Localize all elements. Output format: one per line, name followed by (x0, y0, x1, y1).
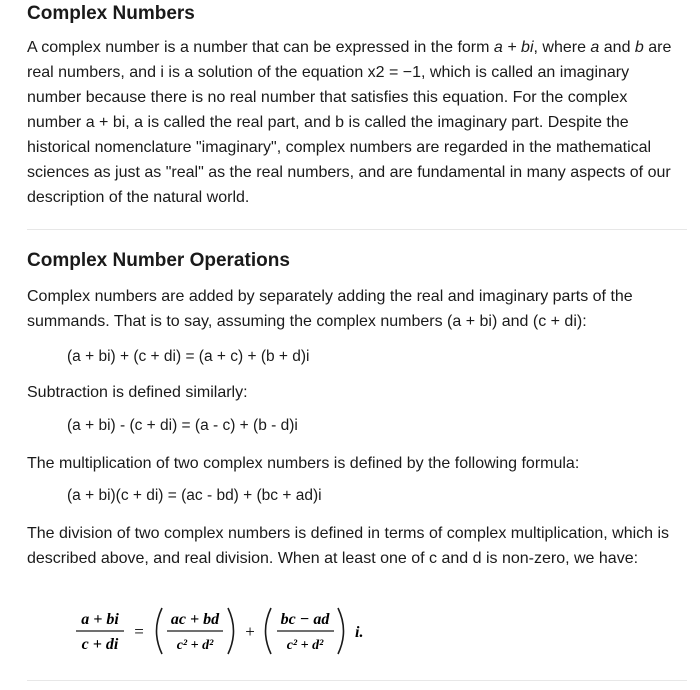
imag-numerator: bc − ad (280, 611, 330, 628)
lhs-denominator: c + di (81, 636, 119, 653)
text-run: are real numbers, and i is a solution of the equation x2 = −1, which is called an imaginary number because there is no real number that satisfies this equation. For the complex number a + bi, a is called the real part, and b is called the imaginary part. Despite the historical nomenclature "imaginary", complex numbers are regarded in the mathematical sciences as just as "real" as the real numbers, and are fundamental in many aspects of our description of the natural world. (27, 39, 672, 206)
multiplication-formula: (a + bi)(c + di) = (ac - bd) + (bc + ad)i (67, 487, 322, 504)
right-paren-icon (228, 608, 234, 654)
section-title-operations: Complex Number Operations (27, 250, 290, 271)
section-title-complex-numbers: Complex Numbers (27, 3, 195, 24)
left-paren-icon (157, 608, 163, 654)
right-paren-icon (338, 608, 344, 654)
section-divider (27, 229, 687, 230)
left-paren-icon (266, 608, 272, 654)
subtraction-formula: (a + bi) - (c + di) = (a - c) + (b - d)i (67, 417, 298, 434)
addition-formula: (a + bi) + (c + di) = (a + c) + (b + d)i (67, 348, 310, 365)
division-description: The division of two complex numbers is defined in terms of complex multiplication, which is described above, and real division. When at least one of c and d is non-zero, we have: (27, 525, 670, 567)
math-b: b (634, 39, 644, 56)
division-formula (72, 600, 392, 662)
subtraction-description: Subtraction is defined similarly: (27, 384, 248, 401)
lhs-numerator: a + bi (81, 611, 119, 628)
math-a-plus-bi: a + bi (493, 39, 534, 56)
real-denominator: c² + d² (176, 638, 214, 653)
text-run: , where (533, 39, 591, 56)
section-divider (27, 680, 687, 681)
complex-numbers-paragraph (27, 35, 677, 210)
imag-denominator: c² + d² (286, 638, 324, 653)
addition-description: Complex numbers are added by separately adding the real and imaginary parts of the summands. That is to say, assuming the complex numbers (a + bi) and (c + di): (27, 288, 633, 330)
text-run: and (599, 39, 635, 56)
real-numerator: ac + bd (170, 611, 220, 628)
multiplication-description: The multiplication of two complex numbers is defined by the following formula: (27, 455, 580, 472)
plus-sign: + (245, 622, 255, 641)
equals-sign: = (134, 622, 144, 641)
text-run: A complex number is a number that can be expressed in the form (27, 39, 494, 56)
math-a: a (590, 39, 600, 56)
imaginary-unit: i. (355, 624, 364, 641)
